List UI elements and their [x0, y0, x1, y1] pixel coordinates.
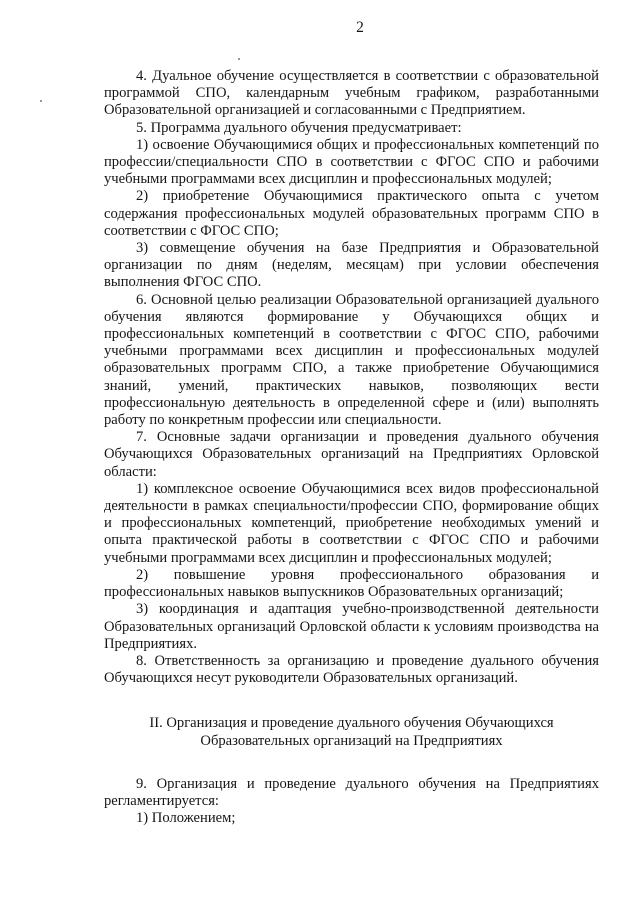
scan-speck: [238, 58, 240, 60]
paragraph-5: 5. Программа дуального обучения предусматривает:: [136, 119, 462, 136]
paragraph-9-item-1: 1) Положением;: [136, 810, 236, 827]
paragraph-7: 7. Основные задачи организации и проведения дуального обучения Обучающихся Образовательных организаций на Предприятиях Орловской области:: [104, 429, 599, 480]
paragraph-4: 4. Дуальное обучение осуществляется в соответствии с образовательной программой СПО, календарным учебным графиком, разработанными Образовательной организацией и согласованными с Предприятием.: [104, 68, 599, 119]
paragraph-8: 8. Ответственность за организацию и проведение дуального обучения Обучающихся несут руководители Образовательных организаций.: [104, 652, 599, 687]
paragraph-7-item-3: 3) координация и адаптация учебно-производственной деятельности Образовательных организаций Орловской области к условиям производства на Предприятиях.: [104, 601, 599, 652]
paragraph-5-item-2: 2) приобретение Обучающимися практического опыта с учетом содержания профессиональных модулей образовательных программ СПО в соответствии с ФГОС СПО;: [104, 188, 599, 239]
paragraph-5-item-1: 1) освоение Обучающимися общих и профессиональных компетенций по профессии/специальности СПО в соответствии с ФГОС СПО и рабочими учебными программами всех дисциплин и профессиональных модулей;: [104, 136, 599, 188]
paragraph-6: 6. Основной целью реализации Образовательной организацией дуального обучения являются формирование у Обучающихся общих и профессиональных компетенций в соответствии с ФГОС СПО, рабочими учебными программами всех дисциплин и профессиональных модулей образовательных программ СПО, а также приобретение Обучающимися знаний, умений, практических навыков, позволяющих вести профессиональную деятельность в определенной сфере и (или) выполнять работу по конкретным профессии или специальности.: [104, 291, 599, 429]
paragraph-7-item-1: 1) комплексное освоение Обучающимися всех видов профессиональной деятельности в рамках специальности/профессии СПО, формирование общих и профессиональных компетенций, приобретение необходимых умений и опыта практической работы в соответствии с ФГОС СПО и рабочими учебными программами всех дисциплин и профессиональных модулей;: [104, 480, 599, 566]
section-heading: [104, 715, 599, 749]
paragraph-5-item-3: 3) совмещение обучения на базе Предприятия и Образовательной организации по дням (неделям, месяцам) при условии обеспечения выполнения ФГОС СПО.: [104, 240, 599, 291]
paragraph-7-item-2: 2) повышение уровня профессионального образования и профессиональных навыков выпускников Образовательных организаций;: [104, 566, 599, 601]
paragraph-9: 9. Организация и проведение дуального обучения на Предприятиях регламентируется:: [104, 775, 599, 809]
page-number: 2: [356, 19, 364, 36]
section-heading-line-1: II. Организация и проведение дуального обучения Обучающихся: [149, 715, 554, 732]
section-heading-line-2: Образовательных организаций на Предприятиях: [200, 732, 503, 749]
scan-speck: [40, 100, 42, 102]
document-body: [104, 68, 599, 827]
